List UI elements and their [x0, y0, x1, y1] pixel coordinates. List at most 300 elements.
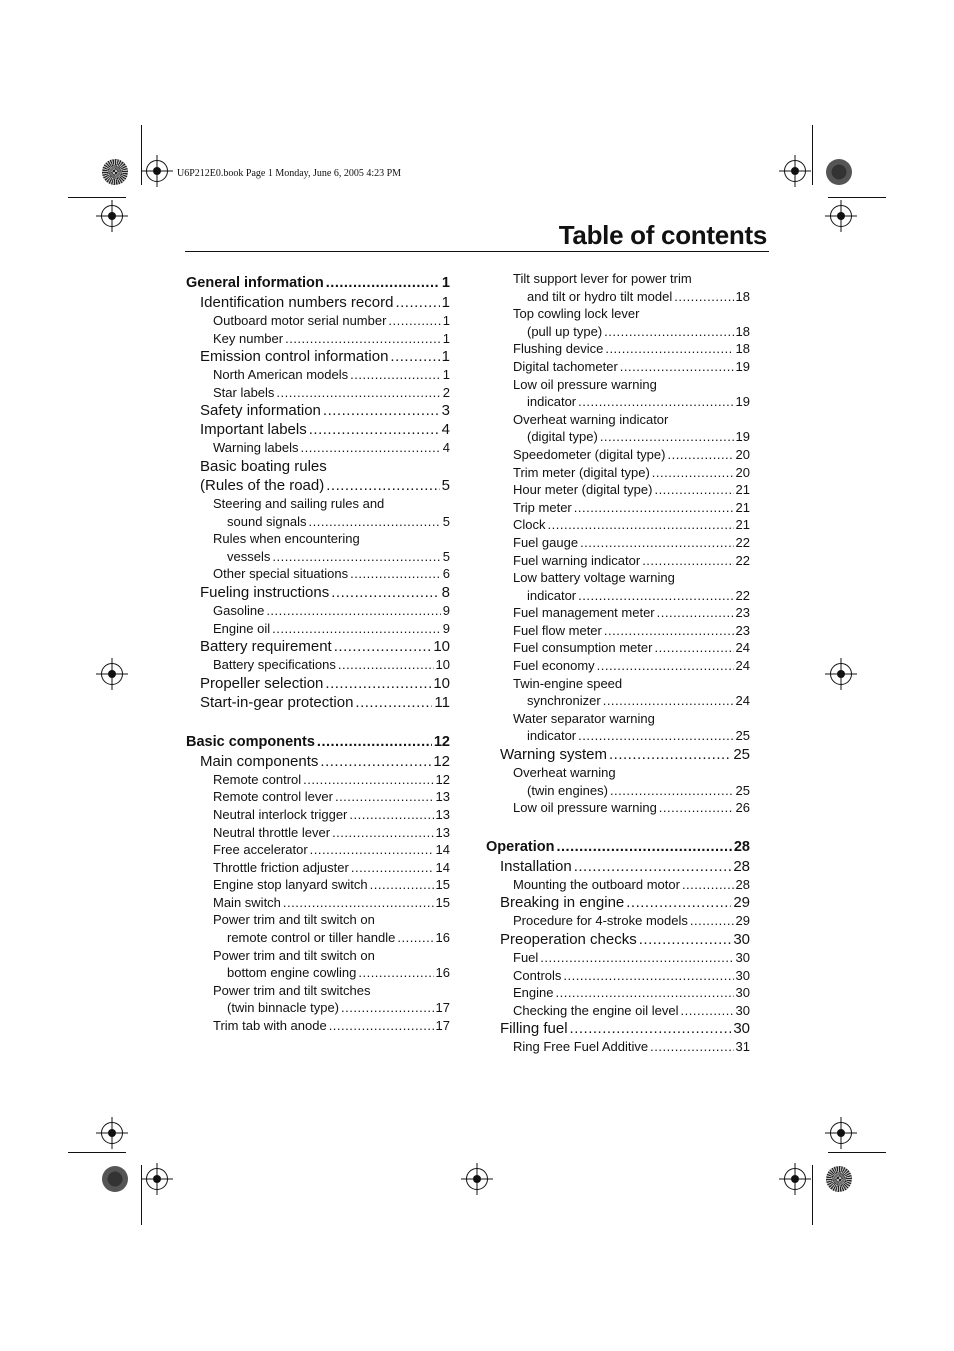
toc-entry[interactable]	[186, 1017, 450, 1035]
toc-page-number: 12	[435, 771, 450, 787]
toc-entry[interactable]	[186, 420, 450, 439]
toc-entry-title: indicator	[527, 394, 577, 410]
toc-entry-title: Engine	[513, 985, 554, 1001]
toc-page-number: 4	[442, 440, 450, 456]
dot-leader	[667, 446, 733, 464]
toc-entry-title: Mounting the outboard motor	[513, 876, 680, 892]
toc-entry[interactable]	[486, 692, 750, 710]
toc-page-number: 16	[435, 930, 450, 946]
toc-entry-title: Rules when encountering	[213, 531, 360, 547]
toc-entry[interactable]	[486, 930, 750, 949]
dot-leader	[597, 657, 734, 675]
toc-entry-title: Tilt support lever for power trim	[513, 271, 692, 286]
dot-leader	[652, 464, 734, 482]
toc-entry-title: Trim tab with anode	[213, 1018, 327, 1034]
toc-page-number: 1	[442, 330, 450, 346]
registration-mark-icon	[146, 160, 168, 182]
toc-entry[interactable]	[186, 401, 450, 420]
toc-entry-title: indicator	[527, 728, 577, 744]
toc-entry-title: Trim meter (digital type)	[513, 464, 650, 480]
toc-page-number: 8	[441, 583, 450, 601]
toc-entry[interactable]	[486, 799, 750, 817]
dot-leader	[654, 481, 733, 499]
toc-entry[interactable]	[186, 330, 450, 348]
toc-entry-title: Clock	[513, 517, 546, 533]
toc-page-number: 25	[735, 782, 750, 798]
toc-entry[interactable]	[486, 893, 750, 912]
toc-entry-title: Power trim and tilt switches	[213, 982, 371, 998]
toc-entry-title: Fuel warning indicator	[513, 552, 641, 568]
toc-page-number: 1	[441, 348, 450, 366]
toc-page-number: 22	[735, 552, 750, 568]
toc-entry[interactable]	[486, 358, 750, 376]
toc-entry-title: Checking the engine oil level	[513, 1002, 679, 1018]
toc-entry-title: Ring Free Fuel Additive	[513, 1039, 649, 1055]
dot-leader	[355, 693, 432, 712]
toc-entry[interactable]	[486, 710, 750, 728]
toc-page-number: 28	[733, 857, 750, 875]
toc-entry-title: vessels	[227, 548, 271, 564]
toc-entry-title: bottom engine cowling	[227, 965, 357, 981]
toc-entry[interactable]	[486, 1002, 750, 1020]
toc-page-number: 20	[735, 464, 750, 480]
toc-entry-title: Fuel economy	[513, 658, 595, 674]
toc-entry[interactable]	[486, 639, 750, 657]
toc-entry[interactable]	[186, 565, 450, 583]
toc-page-number: 18	[735, 341, 750, 357]
toc-section-heading[interactable]	[186, 273, 450, 293]
toc-entry-title: Engine stop lanyard switch	[213, 877, 368, 893]
toc-entry[interactable]	[186, 806, 450, 824]
dot-leader	[338, 656, 434, 674]
crop-mark	[141, 125, 142, 185]
toc-page-number: 30	[735, 950, 750, 965]
toc-entry[interactable]	[186, 771, 450, 789]
toc-entry[interactable]	[486, 587, 750, 605]
dot-leader	[303, 771, 433, 789]
toc-entry[interactable]	[486, 552, 750, 570]
toc-entry[interactable]	[186, 674, 450, 693]
toc-page-number: 18	[735, 323, 750, 339]
toc-entry[interactable]	[486, 411, 750, 429]
toc-page-number: 21	[735, 482, 750, 498]
toc-page-number: 14	[435, 859, 450, 875]
dot-leader	[690, 912, 734, 930]
crop-mark	[68, 1152, 126, 1153]
toc-entry[interactable]	[186, 495, 450, 513]
toc-entry-title: remote control or tiller handle	[227, 930, 396, 946]
crop-mark	[812, 1165, 813, 1225]
toc-entry-title: Flushing device	[513, 341, 604, 357]
dot-leader	[574, 857, 732, 876]
toc-page-number: 19	[735, 358, 750, 374]
dot-leader	[578, 587, 733, 605]
toc-page-number: 24	[735, 693, 750, 709]
toc-entry-title: Remote control lever	[213, 789, 333, 805]
toc-entry[interactable]	[186, 366, 450, 384]
toc-page-number: 13	[435, 789, 450, 805]
color-target-icon	[102, 1166, 128, 1192]
dot-leader	[341, 999, 434, 1017]
toc-page-number: 23	[735, 605, 750, 621]
toc-entry[interactable]	[186, 964, 450, 982]
toc-entry[interactable]	[486, 569, 750, 587]
dot-leader	[326, 273, 440, 293]
toc-entry-title: (twin binnacle type)	[227, 1000, 339, 1016]
color-target-icon	[826, 159, 852, 185]
registration-mark-icon	[830, 1122, 852, 1144]
toc-entry-title: Throttle friction adjuster	[213, 859, 349, 875]
toc-entry[interactable]	[486, 323, 750, 341]
dot-leader	[331, 583, 439, 602]
dot-leader	[350, 565, 441, 583]
toc-page-number: 13	[435, 824, 450, 840]
registration-mark-icon	[146, 1168, 168, 1190]
toc-section-heading[interactable]	[486, 837, 750, 857]
toc-page-number: 1	[441, 275, 450, 291]
toc-entry-title: Start-in-gear protection	[200, 693, 354, 711]
toc-entry-title: (pull up type)	[527, 323, 603, 339]
dot-leader	[605, 340, 733, 358]
toc-page-number: 16	[435, 965, 450, 981]
dot-leader	[604, 622, 734, 640]
toc-page-number: 24	[735, 658, 750, 674]
dot-leader	[320, 752, 431, 771]
dot-leader	[323, 401, 440, 420]
section-gap	[186, 712, 450, 732]
toc-page-number: 10	[433, 674, 450, 692]
toc-page-number: 9	[442, 602, 450, 618]
dot-leader	[600, 428, 734, 446]
toc-entry[interactable]	[486, 949, 750, 967]
toc-entry-title: Digital tachometer	[513, 358, 618, 374]
toc-entry[interactable]	[186, 620, 450, 638]
toc-page-number: 30	[735, 967, 750, 983]
toc-entry[interactable]	[186, 384, 450, 402]
toc-page-number: 12	[433, 752, 450, 770]
color-target-icon	[102, 159, 128, 185]
toc-entry[interactable]	[186, 476, 450, 495]
registration-mark-icon	[784, 160, 806, 182]
toc-entry[interactable]	[486, 305, 750, 323]
toc-entry[interactable]	[186, 293, 450, 312]
dot-leader	[620, 358, 734, 376]
toc-entry[interactable]	[486, 604, 750, 622]
toc-entry[interactable]	[186, 656, 450, 674]
toc-entry[interactable]	[186, 876, 450, 894]
dot-leader	[642, 552, 733, 570]
dot-leader	[555, 984, 733, 1002]
toc-entry[interactable]	[186, 637, 450, 656]
toc-entry-title: Low oil pressure warning	[513, 376, 657, 392]
dot-leader	[276, 384, 440, 402]
toc-entry-title: indicator	[527, 587, 577, 603]
toc-page-number: 6	[442, 566, 450, 582]
dot-leader	[540, 949, 733, 967]
toc-page-number: 22	[735, 534, 750, 550]
toc-entry[interactable]	[186, 347, 450, 366]
toc-entry-title: Warning system	[500, 746, 607, 764]
toc-page-number: 20	[735, 446, 750, 462]
toc-page-number: 1	[442, 313, 450, 328]
toc-page-number: 31	[735, 1039, 750, 1055]
toc-entry[interactable]	[186, 841, 450, 859]
dot-leader	[626, 893, 731, 912]
toc-page-number: 30	[733, 1020, 750, 1038]
dot-leader	[574, 499, 734, 517]
toc-entry-title: Operation	[486, 838, 555, 855]
toc-entry-title: Outboard motor serial number	[213, 313, 387, 328]
toc-entry[interactable]	[186, 548, 450, 566]
toc-page-number: 17	[435, 1000, 450, 1016]
toc-entry[interactable]	[486, 1019, 750, 1038]
toc-entry-title: (digital type)	[527, 429, 598, 445]
toc-page-number: 1	[442, 367, 450, 383]
dot-leader	[580, 534, 733, 552]
toc-entry[interactable]	[486, 857, 750, 876]
toc-entry-title: Battery requirement	[200, 638, 332, 656]
toc-entry-title: Neutral interlock trigger	[213, 806, 348, 822]
dot-leader	[351, 859, 434, 877]
toc-entry[interactable]	[186, 824, 450, 842]
toc-page-number: 30	[733, 931, 750, 948]
dot-leader	[390, 347, 439, 366]
toc-section-heading[interactable]	[186, 732, 450, 752]
toc-entry[interactable]	[486, 481, 750, 499]
dot-leader	[388, 312, 440, 330]
dot-leader	[272, 620, 441, 638]
dot-leader	[272, 548, 440, 566]
toc-entry-title: Overheat warning	[513, 765, 616, 781]
toc-entry-title: and tilt or hydro tilt model	[527, 288, 673, 304]
crop-mark	[828, 197, 886, 198]
toc-entry[interactable]	[186, 999, 450, 1017]
toc-entry-title: Low oil pressure warning	[513, 800, 657, 816]
toc-entry[interactable]	[486, 764, 750, 782]
toc-entry[interactable]	[486, 727, 750, 745]
toc-page-number: 19	[735, 394, 750, 410]
print-file-info: U6P212E0.book Page 1 Monday, June 6, 2005 4:23 PM	[177, 168, 402, 179]
toc-page-number: 15	[435, 894, 450, 910]
toc-entry[interactable]	[186, 602, 450, 620]
toc-entry-title: Trip meter	[513, 499, 572, 515]
dot-leader	[681, 1002, 734, 1020]
toc-entry[interactable]	[486, 464, 750, 482]
dot-leader	[570, 1019, 732, 1038]
toc-entry[interactable]	[186, 439, 450, 457]
registration-mark-icon	[466, 1168, 488, 1190]
toc-entry-title: Battery specifications	[213, 657, 336, 673]
toc-page-number: 5	[442, 548, 450, 564]
toc-entry-title: Water separator warning	[513, 710, 655, 726]
toc-entry-title: Breaking in engine	[500, 894, 625, 912]
toc-entry[interactable]	[186, 530, 450, 548]
toc-entry[interactable]	[186, 752, 450, 771]
toc-page-number: 10	[433, 638, 450, 656]
toc-page-number: 21	[735, 517, 750, 533]
toc-entry[interactable]	[186, 457, 450, 476]
toc-entry[interactable]	[186, 788, 450, 806]
toc-entry-title: Fuel gauge	[513, 534, 579, 550]
toc-column-right	[486, 270, 750, 1056]
dot-leader	[603, 692, 734, 710]
toc-entry-title: Identification numbers record	[200, 294, 394, 311]
toc-entry[interactable]	[186, 693, 450, 712]
toc-entry[interactable]	[486, 1038, 750, 1056]
toc-entry[interactable]	[486, 967, 750, 985]
dot-leader	[395, 293, 439, 312]
toc-entry[interactable]	[486, 912, 750, 930]
toc-entry[interactable]	[486, 288, 750, 306]
toc-entry[interactable]	[486, 984, 750, 1002]
toc-page-number: 30	[735, 985, 750, 1001]
toc-entry-title: Filling fuel	[500, 1020, 568, 1038]
dot-leader	[610, 782, 734, 800]
toc-page-number: 2	[442, 384, 450, 400]
toc-entry-title: Top cowling lock lever	[513, 306, 640, 322]
registration-mark-icon	[101, 663, 123, 685]
toc-entry[interactable]	[486, 745, 750, 764]
dot-leader	[650, 1038, 733, 1056]
toc-entry-title: (Rules of the road)	[200, 476, 325, 494]
dot-leader	[350, 366, 441, 384]
toc-page-number: 23	[735, 622, 750, 638]
dot-leader	[335, 788, 434, 806]
dot-leader	[309, 513, 441, 531]
toc-page-number: 1	[441, 294, 450, 311]
crop-mark	[141, 1165, 142, 1225]
toc-entry[interactable]	[186, 929, 450, 947]
toc-page-number: 5	[441, 476, 450, 494]
toc-entry-title: Low battery voltage warning	[513, 570, 675, 586]
toc-page-number: 17	[435, 1018, 450, 1034]
crop-mark	[68, 197, 126, 198]
toc-entry-title: Propeller selection	[200, 674, 324, 692]
toc-page-number: 21	[735, 499, 750, 515]
toc-page-number: 11	[434, 693, 450, 711]
toc-entry[interactable]	[486, 876, 750, 894]
dot-leader	[657, 604, 734, 622]
toc-entry-title: Procedure for 4-stroke models	[513, 913, 688, 929]
crop-mark	[828, 1152, 886, 1153]
toc-page-number: 29	[735, 913, 750, 929]
toc-entry-title: Fuel flow meter	[513, 622, 602, 638]
toc-entry[interactable]	[486, 499, 750, 517]
toc-page-number: 13	[435, 806, 450, 822]
dot-leader	[639, 930, 732, 949]
toc-entry[interactable]	[486, 782, 750, 800]
dot-leader	[301, 439, 441, 457]
toc-page-number: 30	[735, 1002, 750, 1018]
toc-entry[interactable]	[186, 911, 450, 929]
toc-entry[interactable]	[186, 583, 450, 602]
toc-entry[interactable]	[486, 622, 750, 640]
toc-page-number: 28	[735, 876, 750, 892]
toc-entry-title: Fueling instructions	[200, 583, 330, 601]
toc-entry-title: Main components	[200, 752, 319, 770]
toc-entry-title: Emission control information	[200, 348, 389, 366]
toc-entry-title: Fuel management meter	[513, 605, 655, 621]
dot-leader	[325, 674, 431, 693]
dot-leader	[329, 1017, 434, 1035]
toc-entry[interactable]	[486, 534, 750, 552]
toc-entry-title: Important labels	[200, 421, 307, 439]
toc-entry[interactable]	[486, 428, 750, 446]
dot-leader	[563, 967, 733, 985]
toc-entry[interactable]	[186, 513, 450, 531]
toc-page-number: 24	[735, 640, 750, 656]
toc-entry-title: Controls	[513, 967, 562, 983]
toc-entry[interactable]	[186, 982, 450, 1000]
toc-entry-title: Safety information	[200, 402, 321, 420]
toc-entry[interactable]	[186, 947, 450, 965]
toc-entry[interactable]	[186, 312, 450, 330]
toc-entry[interactable]	[486, 393, 750, 411]
toc-entry-title: Other special situations	[213, 566, 349, 582]
dot-leader	[654, 639, 733, 657]
toc-entry[interactable]	[486, 376, 750, 394]
toc-entry-title: Fuel	[513, 950, 539, 965]
dot-leader	[674, 288, 733, 306]
toc-entry-title: (twin engines)	[527, 782, 608, 798]
toc-page-number: 29	[733, 894, 750, 912]
toc-entry-title: General information	[186, 275, 324, 291]
toc-entry[interactable]	[186, 859, 450, 877]
toc-entry-title: Engine oil	[213, 620, 271, 636]
toc-entry[interactable]	[486, 340, 750, 358]
registration-mark-icon	[784, 1168, 806, 1190]
toc-entry-title: Free accelerator	[213, 842, 308, 858]
toc-entry[interactable]	[486, 446, 750, 464]
dot-leader	[609, 745, 731, 764]
toc-entry-title: Basic components	[186, 733, 315, 750]
dot-leader	[310, 841, 434, 859]
toc-entry-title: Overheat warning indicator	[513, 411, 669, 427]
registration-mark-icon	[101, 205, 123, 227]
toc-column-left	[186, 273, 450, 1035]
toc-entry[interactable]	[486, 516, 750, 534]
registration-mark-icon	[830, 205, 852, 227]
toc-entry-title: Key number	[213, 330, 284, 346]
toc-entry-title: sound signals	[227, 513, 307, 529]
dot-leader	[332, 824, 433, 842]
toc-entry-title: Installation	[500, 857, 572, 875]
dot-leader	[548, 516, 734, 534]
toc-page-number: 26	[735, 800, 750, 816]
toc-page-number: 4	[441, 421, 450, 439]
dot-leader	[326, 476, 439, 495]
toc-entry[interactable]	[486, 270, 750, 288]
dot-leader	[659, 799, 734, 817]
dot-leader	[285, 330, 441, 348]
toc-page-number: 18	[735, 288, 750, 304]
toc-entry[interactable]	[486, 657, 750, 675]
toc-entry-title: Steering and sailing rules and	[213, 495, 385, 511]
toc-entry-title: Fuel consumption meter	[513, 640, 653, 656]
toc-entry-title: Preoperation checks	[500, 931, 637, 948]
toc-entry-title: Neutral throttle lever	[213, 824, 331, 840]
toc-entry-title: Basic boating rules	[200, 457, 327, 475]
toc-entry[interactable]	[186, 894, 450, 912]
toc-entry-title: Gasoline	[213, 602, 265, 618]
dot-leader	[578, 727, 733, 745]
section-gap	[486, 817, 750, 837]
toc-entry[interactable]	[486, 675, 750, 693]
toc-page-number: 9	[442, 620, 450, 636]
dot-leader	[317, 732, 432, 752]
dot-leader	[397, 929, 433, 947]
toc-page-number: 25	[733, 746, 750, 764]
